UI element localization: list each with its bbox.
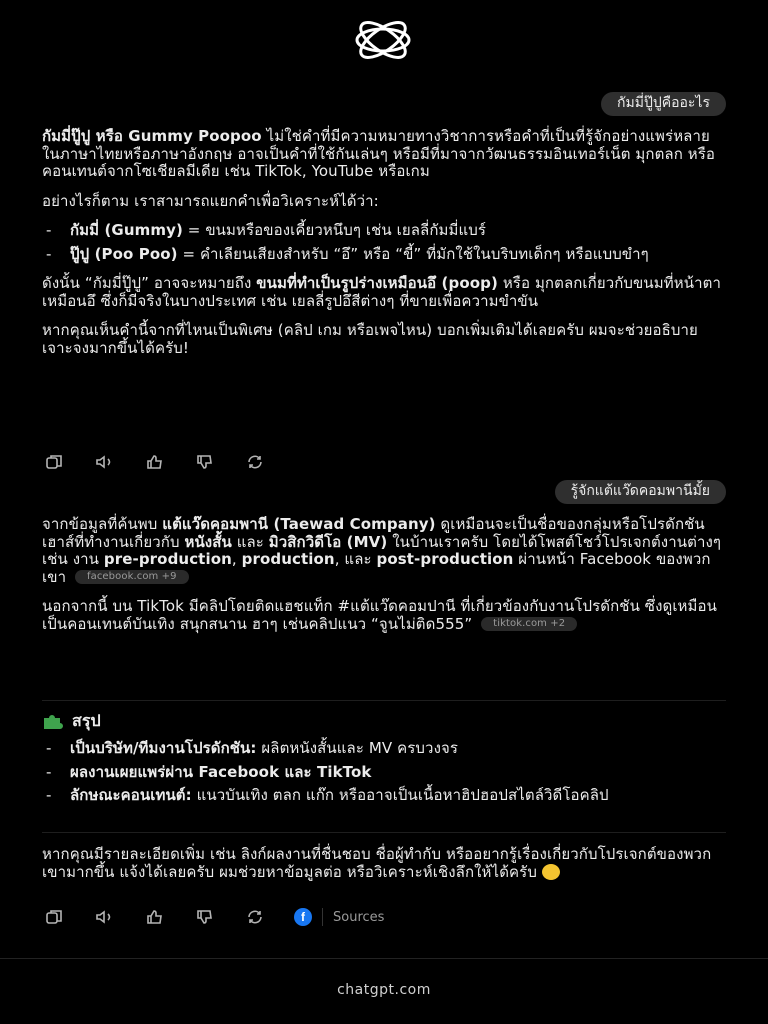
- answer1-p3-b: หรือ มุกตลกเกี่ยวกับขนมที่หน้าตาเหมือนอึ ซึ่งก็มีจริงในบางประเทศ เช่น เยลลี่รูปอึสีต่างๆ ที่ขายเพื่อความขำขัน: [42, 274, 721, 310]
- list-item-bold: ลักษณะคอนเทนต์:: [70, 786, 192, 804]
- answer2-p2-text: นอกจากนี้ บน TikTok มีคลิปโดยติดแฮชแท็ก #แต้แว๊ดคอมปานี ที่เกี่ยวข้องกับงานโปรดักชัน ซึ่งดูเหมือนเป็นคอนเทนต์บันเทิง สนุกสนาน ฮาๆ เช่นคลิปแนว “จูนไม่ติด555”: [42, 597, 717, 633]
- message-actions-1: [44, 454, 266, 470]
- sources-button[interactable]: [294, 908, 384, 926]
- answer2-bold: production: [241, 550, 335, 568]
- list-item: [42, 246, 726, 264]
- list-item-bold: ผลงานเผยแพร่ผ่าน Facebook และ TikTok: [70, 762, 372, 781]
- thumbs-down-icon[interactable]: [194, 454, 216, 470]
- divider: [42, 700, 726, 701]
- answer2-bold: หนังสั้น: [184, 532, 232, 551]
- message-actions-2: [44, 908, 384, 926]
- speaker-icon[interactable]: [94, 454, 116, 470]
- answer1-paragraph-4: หากคุณเห็นคำนี้จากที่ไหนเป็นพิเศษ (คลิป เกม หรือเพจไหน) บอกเพิ่มเติมได้เลยครับ ผมจะช่วยอธิบายเจาะจงมากขึ้นได้ครับ!: [42, 321, 698, 357]
- list-item-text: = ขนมหรือของเคี้ยวหนึบๆ เช่น เยลลี่กัมมี่แบร์: [182, 221, 487, 239]
- summary-section: [42, 712, 726, 817]
- answer2-paragraph-1: [42, 516, 726, 586]
- summary-list: [42, 740, 726, 805]
- regenerate-icon[interactable]: [244, 909, 266, 925]
- source-chip-tiktok[interactable]: tiktok.com +2: [481, 617, 577, 631]
- summary-title: สรุป: [72, 711, 101, 731]
- answer2-text: และ: [231, 532, 269, 551]
- footer-divider: [0, 958, 768, 959]
- user-message-2: รู้จักแต้แว๊ดคอมพานีมั้ย: [555, 480, 726, 504]
- list-item-text: = คำเลียนเสียงสำหรับ “อึ” หรือ “ขี้” ที่มักใช้ในบริบทเด็กๆ หรือแบบขำๆ: [177, 244, 649, 263]
- answer1-paragraph-2: อย่างไรก็ตาม เราสามารถแยกคำเพื่อวิเคราะห์ได้ว่า:: [42, 191, 379, 210]
- answer1-paragraph-3: [42, 275, 726, 310]
- assistant-message-1: [42, 128, 726, 369]
- answer1-paragraph-1: [42, 128, 726, 181]
- list-item-bold: กัมมี่ (Gummy): [70, 221, 183, 239]
- answer2-bold: มิวสิกวิดีโอ (MV): [268, 532, 388, 551]
- closing-text-wrapper: [42, 846, 726, 881]
- user-message-1: กัมมี่ปู๊ปูคืออะไร: [601, 92, 726, 116]
- answer2-text: จากข้อมูลที่ค้นพบ: [42, 515, 163, 533]
- answer2-text: , และ: [334, 550, 377, 568]
- thumbs-down-icon[interactable]: [194, 909, 216, 925]
- list-item-text: แนวบันเทิง ตลก แก๊ก หรืออาจเป็นเนื้อหาฮิปฮอปสไตล์วิดีโอคลิป: [191, 786, 609, 804]
- answer2-text: ในบ้านเราครับ โดยได้โพสต์โชว์โปรเจกต์งานต่างๆ เช่น งาน: [42, 532, 722, 568]
- answer2-text: ,: [231, 550, 242, 568]
- footer-site: chatgpt.com: [337, 982, 431, 998]
- answer1-p3-bold: ขนมที่ทำเป็นรูปร่างเหมือนอึ (poop): [256, 274, 498, 292]
- copy-icon[interactable]: [44, 909, 66, 925]
- copy-icon[interactable]: [44, 454, 66, 470]
- answer2-text: ดูเหมือนจะเป็นชื่อของกลุ่มหรือโปรดักชันเฮาส์ที่ทำงานเกี่ยวกับ: [42, 515, 705, 551]
- list-item: [42, 740, 726, 758]
- answer1-p1-bold: กัมมี่ปู๊ปู หรือ Gummy Poopoo: [42, 127, 262, 145]
- speaker-icon[interactable]: [94, 909, 116, 925]
- answer1-p1-rest: ไม่ใช่คำที่มีความหมายทางวิชาการหรือคำที่เป็นที่รู้จักอย่างแพร่หลายในภาษาไทยหรือภาษาอังกฤษ อาจเป็นคำที่ใช้กันเล่นๆ หรือมีที่มาจากวัฒนธรรมอินเทอร์เน็ต มุกตลก หรือคอนเทนต์จากโซเชียลมีเดีย เช่น TikTok, YouTube หรือเกม: [42, 127, 716, 180]
- thumbs-up-icon[interactable]: [144, 454, 166, 470]
- answer2-bold: แต้แว๊ดคอมพานี (Taewad Company): [162, 515, 436, 533]
- answer1-list: [42, 222, 726, 263]
- regenerate-icon[interactable]: [244, 454, 266, 470]
- answer2-bold: post-production: [376, 550, 514, 568]
- summary-heading: [42, 712, 726, 730]
- closing-paragraph: [42, 846, 726, 893]
- list-item: [42, 764, 726, 782]
- list-item-text: ผลิตหนังสั้นและ MV ครบวงจร: [256, 739, 459, 757]
- answer1-p3-a: ดังนั้น “กัมมี่ปู๊ปู” อาจจะหมายถึง: [42, 274, 257, 292]
- answer2-text: ผ่านหน้า Facebook ของพวกเขา: [42, 550, 711, 586]
- separator: [322, 908, 323, 926]
- list-item-bold: ปู๊ปู (Poo Poo): [70, 244, 178, 263]
- puzzle-piece-icon: [42, 712, 64, 730]
- list-item-bold: เป็นบริษัท/ทีมงานโปรดักชัน:: [70, 739, 257, 757]
- list-item: [42, 787, 726, 805]
- source-chip-facebook[interactable]: facebook.com +9: [75, 570, 189, 584]
- thumbs-up-icon[interactable]: [144, 909, 166, 925]
- answer2-bold: pre-production: [103, 550, 232, 568]
- assistant-message-2: [42, 516, 726, 645]
- divider: [42, 832, 726, 833]
- closing-text: หากคุณมีรายละเอียดเพิ่ม เช่น ลิงก์ผลงานที่ชื่นชอบ ชื่อผู้ทำกับ หรืออยากรู้เรื่องเกี่ยวกับโปรเจกต์ของพวกเขามากขึ้น แจ้งได้เลยครับ ผมช่วยหาข้อมูลต่อ หรือวิเคราะห์เชิงลึกให้ได้ครับ: [42, 845, 712, 881]
- smile-emoji-icon: [542, 864, 560, 880]
- answer2-paragraph-2: [42, 598, 726, 633]
- facebook-icon: f: [294, 908, 312, 926]
- chatgpt-logo-icon: [327, 18, 439, 62]
- sources-label: Sources: [333, 909, 385, 925]
- list-item: [42, 222, 726, 240]
